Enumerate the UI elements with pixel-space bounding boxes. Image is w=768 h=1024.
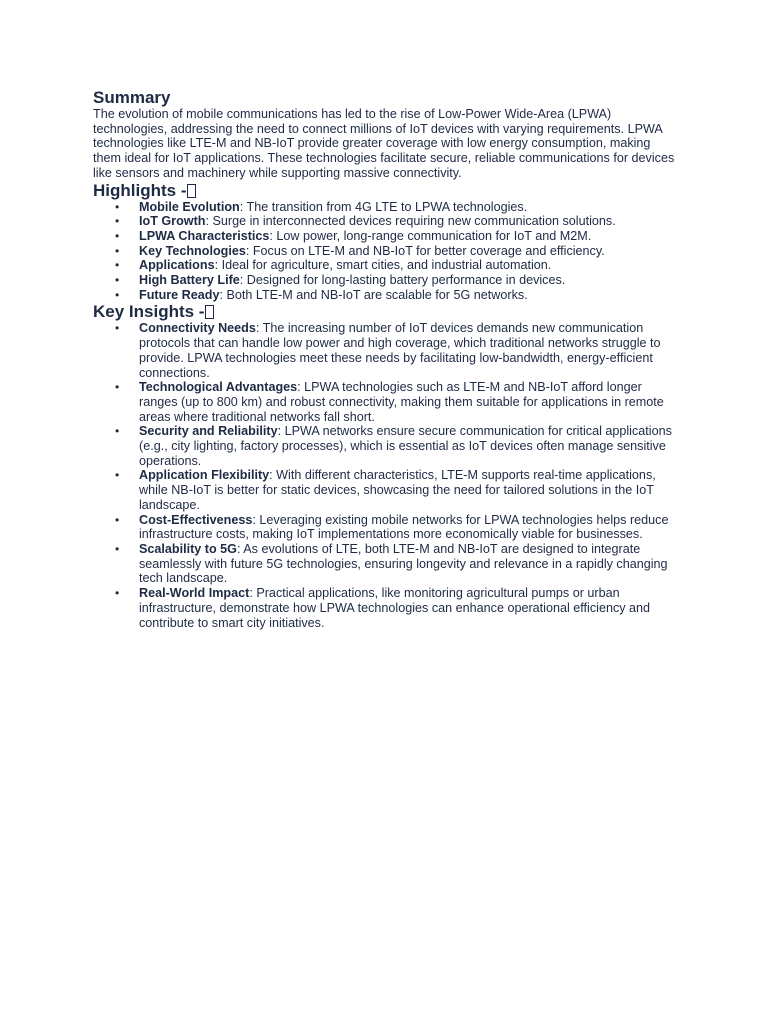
highlight-term: IoT Growth <box>139 214 206 229</box>
highlight-term: High Battery Life <box>139 273 240 288</box>
highlights-heading-text: Highlights - <box>93 180 187 200</box>
insight-item-connectivity-needs <box>139 321 675 380</box>
insight-item-application-flexibility <box>139 468 675 512</box>
insight-text: : The increasing number of IoT devices demands new communication protocols that can handle low power and high coverage, which traditional networks struggle to provide. LPWA technologies meet these needs by facilitating low-bandwidth, energy-efficient connections. <box>139 321 661 380</box>
missing-glyph-icon <box>205 305 214 319</box>
key-insights-list <box>93 321 675 630</box>
insight-text: : With different characteristics, LTE-M supports real-time applications, while NB-IoT is better for static devices, showcasing the need for tailored solutions in the IoT landscape. <box>139 468 656 512</box>
highlight-item-lpwa-characteristics <box>139 229 675 244</box>
highlight-item-high-battery-life <box>139 273 675 288</box>
highlight-text: : Both LTE-M and NB-IoT are scalable for 5G networks. <box>219 287 528 302</box>
highlight-text: : The transition from 4G LTE to LPWA technologies. <box>239 199 528 214</box>
insight-text: : Leveraging existing mobile networks for LPWA technologies helps reduce infrastructure costs, making IoT implementations more economically viable for businesses. <box>139 512 669 542</box>
highlight-term: Key Technologies <box>139 243 246 258</box>
document-page <box>93 88 675 630</box>
highlight-text: : Ideal for agriculture, smart cities, and industrial automation. <box>214 258 552 273</box>
insight-term: Cost-Effectiveness <box>139 512 253 527</box>
highlight-term: Mobile Evolution <box>139 199 240 214</box>
summary-paragraph: The evolution of mobile communications has led to the rise of Low-Power Wide-Area (LPWA) technologies, addressing the need to connect millions of IoT devices with varying requirements. LPWA technologies like LTE-M and NB-IoT provide greater coverage with low energy consumption, making them ideal for IoT applications. These technologies facilitate secure, reliable communications for devices like sensors and machinery while supporting massive connectivity. <box>93 107 675 180</box>
highlight-text: : Low power, long-range communication for IoT and M2M. <box>269 228 592 243</box>
insight-term: Technological Advantages <box>139 380 298 395</box>
highlight-term: LPWA Characteristics <box>139 228 270 243</box>
insight-term: Application Flexibility <box>139 468 270 483</box>
highlight-term: Applications <box>139 258 215 273</box>
insight-text: : Practical applications, like monitoring agricultural pumps or urban infrastructure, demonstrate how LPWA technologies can enhance operational efficiency and contribute to smart city initiatives. <box>139 586 651 630</box>
insight-text: : LPWA technologies such as LTE-M and NB-IoT afford longer ranges (up to 800 km) and robust connectivity, making them suitable for applications in remote areas where traditional networks fall short. <box>139 380 664 424</box>
key-insights-heading <box>93 303 675 321</box>
insight-item-security-reliability <box>139 424 675 468</box>
insight-item-technological-advantages <box>139 380 675 424</box>
highlight-item-future-ready <box>139 288 675 303</box>
insight-item-cost-effectiveness <box>139 513 675 542</box>
highlights-heading <box>93 182 675 200</box>
summary-heading: Summary <box>93 88 171 107</box>
key-insights-heading-text: Key Insights - <box>93 302 205 322</box>
highlight-item-applications <box>139 258 675 273</box>
insight-term: Connectivity Needs <box>139 321 256 336</box>
highlight-item-key-technologies <box>139 244 675 259</box>
highlight-text: : Focus on LTE-M and NB-IoT for better coverage and efficiency. <box>245 243 605 258</box>
insight-item-real-world-impact <box>139 586 675 630</box>
highlights-list <box>93 200 675 303</box>
highlight-text: : Surge in interconnected devices requiring new communication solutions. <box>205 214 616 229</box>
insight-term: Real-World Impact <box>139 586 250 601</box>
highlight-item-iot-growth <box>139 214 675 229</box>
insight-text: : LPWA networks ensure secure communication for critical applications (e.g., city lighting, factory processes), which is essential as IoT devices often manage sensitive operations. <box>139 424 672 468</box>
highlight-term: Future Ready <box>139 287 220 302</box>
highlight-text: : Designed for long-lasting battery performance in devices. <box>239 273 566 288</box>
missing-glyph-icon <box>187 184 196 198</box>
insight-term: Security and Reliability <box>139 424 278 439</box>
highlight-item-mobile-evolution <box>139 200 675 215</box>
insight-term: Scalability to 5G <box>139 541 237 556</box>
insight-text: : As evolutions of LTE, both LTE-M and NB-IoT are designed to integrate seamlessly with future 5G technologies, ensuring longevity and relevance in a rapidly changing tech landscape. <box>139 541 668 586</box>
insight-item-scalability-5g <box>139 542 675 586</box>
